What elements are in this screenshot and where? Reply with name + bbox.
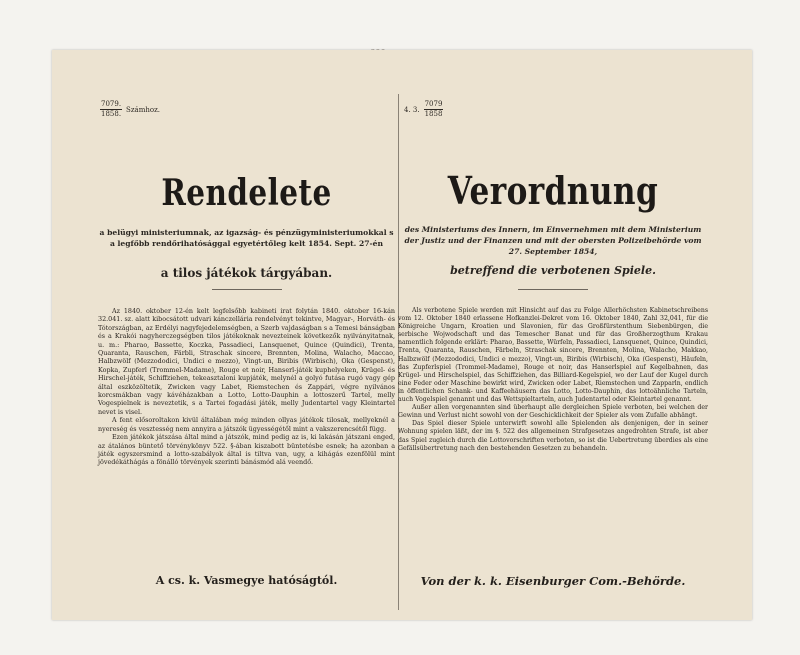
signature-line: A cs. k. Vasmegye hatóságtól. <box>155 574 338 587</box>
body-paragraph: Außer allen vorgenannten sind überhaupt alle dergleichen Spiele verboten, bei welchen der Gewinn und Verlust nicht sowohl von der Geschicklichkeit der Spieler als vom Zufalle abhängt. <box>398 404 708 420</box>
body-paragraph: Ezen játékok játszása által mind a játszók, mind pedig az is, ki lakásán játszani enged, az átalános büntető törvénykönyv 522. §-ában kiszabott büntetésbe esnek; ha azonban a játék egyszersmind a lotto-szabályok által is tiltva van, ugy, a kihágás ezenfölül mint jövedékáthágás a fönálló törvények szerinti bánásmód alá veendő. <box>98 433 395 467</box>
reference-fraction <box>424 100 444 119</box>
hungarian-column <box>98 50 395 620</box>
decree-subtitle: a belügyi ministeriumnak, az igazság- és pénzügyministeriumokkal s a legfőbb rendőrihatósággal egyetértőleg kelt 1854. Sept. 27-én <box>99 228 394 248</box>
reference-denominator: 1858 <box>424 110 443 118</box>
body-paragraph: Az 1840. oktober 12-én kelt legfelsőbb kabineti irat folytán 1840. oktober 16-kán 32.041. sz. alatt kibocsátott udvari kánczellária rendelvényt tekintve, Magyar-, Horváth- és Tótországban, az Erdélyi nagyfejedelemségben, a Szerb vajdaságban s a Temesi bánságban és a Krakói nagyherczegségben tilos játékoknak nevezteinek következők nyilványitatnak, u. m.: Pharao, Bassette, Koczka, Passadieci, Lansquenet, Quince (Quindici), Trenta, Quaranta, Rauschen, Färbli, Straschak sincere, Brennten, Molina, Walacho, Maccao, Halbzwölf (Mezzododici, Undici e mezzo), Vingt-un, Biribis (Wirbisch), Oka (Gespenst), Kopka, Zupferl (Trommel-Madame), Rouge et noir, Hanserl-játék kuphelyeken, Krügel- és Hirschel-játék, Schiffziehen, tekeasztaloni kupjáték, melynél a golyó futása rugó vagy gép által eszközöltetik, Zwicken vagy Labet, Riemstechen és Zappári, végre nyilvános korcsmákban vagy kávéházakban a Lotto, Lotto-Dauphin a lottoszerű Tartel, melly Vogespielnek is neveztetik, s a Tartei fogadási játék, melly Judentartel vagy Kleintartel nevet is visel. <box>98 307 395 416</box>
reference-numerator: 7079 <box>424 100 443 108</box>
body-paragraph: Als verbotene Spiele werden mit Hinsicht auf das zu Folge Allerhöchsten Kabinetschreibens vom 12. Oktober 1840 erlassene Hofkanzlei-Dekret vom 16. Oktober 1840, Zahl 32,041, für die Königreiche Ungarn, Kroatien und Slavonien, für das Großfürstenthum Siebenbürgen, die serbische Wojwodschaft und das Temescher Banat und für das Großherzogthum Krakau namentlich folgende erklärt: Pharao, Bassette, Würfeln, Passadieci, Lansquenet, Quince, Quindici, Trenta, Quaranta, Rauschen, Färbeln, Straschak sincere, Brennten, Molina, Walacho, Makkao, Halbzwölf (Mezzododici, Undici e mezzo), Vingt-un, Biribis (Wirbisch), Oka (Gespenst), Häufeln, das Zupferlspiel (Trommel-Madame), Rouge et noir, das Hanserlspiel auf Kegelbahnen, das Krügel- und Hirschelspiel, das Schiffziehen, das Billiard-Kegelspiel, wo der Lauf der Kugel durch eine Feder oder Maschine bewirkt wird, Zwicken oder Labet, Riemstechen und Zapparln, endlich in öffentlichen Schank- und Kaffeehäusern das Lotto, Lotto-Dauphin, das lottoähnliche Tarteln, auch Vogelspiel genannt und das Wettspieltarteln, auch Judentartel oder Kleintartel genannt. <box>398 307 708 404</box>
signature-line: Von der k. k. Eisenburger Com.-Behörde. <box>420 574 686 588</box>
german-column <box>398 50 708 620</box>
reference-fraction <box>100 100 122 119</box>
decree-body <box>398 307 708 453</box>
printed-decree-sheet <box>52 50 752 620</box>
decree-subtitle: des Ministeriums des Innern, im Einvernehmen mit dem Ministerium der Justiz und der Finanzen und mit der obersten Polizeibehörde vom 27. September 1854, <box>404 225 702 256</box>
decree-body <box>98 307 395 467</box>
reference-numerator: 7079. <box>101 100 122 108</box>
body-paragraph: A fent elősoroltakon kivül általában még minden ollyas játékok tilosak, mellyeknél a nyereség és vesztesség nem annyira a játszók ügyességétől mint a vakszerencsétől függ. <box>98 416 395 433</box>
reference-denominator: 1858. <box>101 110 122 118</box>
page-title: Verordnung <box>447 168 659 213</box>
decree-topic: betreffend die verbotenen Spiele. <box>450 264 656 277</box>
body-paragraph: Das Spiel dieser Spiele unterwirft sowohl alle Spielenden als denjenigen, der in seiner Wohnung spielen läßt, der im §. 522 des allgemeinen Strafgesetzes angedrohten Strafe, ist aber das Spiel zugleich durch die Lottovorschriften verboten, so ist die Uebertretung überdies als eine Gefällsübertretung nach den bestehenden Gesetzen zu behandeln. <box>398 420 708 452</box>
ornamental-rule <box>212 289 282 290</box>
reference-suffix: Számhoz. <box>126 105 160 114</box>
page-title: Rendelete <box>161 172 332 214</box>
reference-prefix: 4. 3. <box>404 105 420 114</box>
ornamental-rule <box>518 289 588 290</box>
decree-topic: a tilos játékok tárgyában. <box>160 266 333 280</box>
reference-number <box>404 100 443 119</box>
reference-number <box>100 100 160 119</box>
